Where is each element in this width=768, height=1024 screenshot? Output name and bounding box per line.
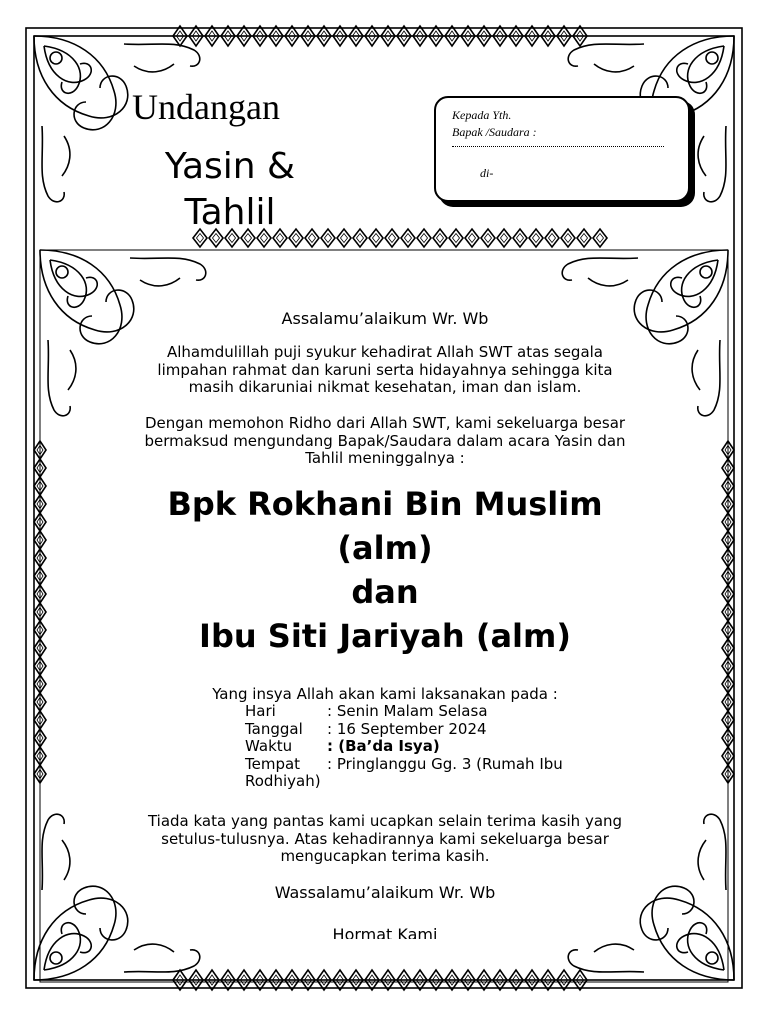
border-diamond bbox=[465, 229, 479, 247]
border-diamond-inner bbox=[485, 234, 492, 243]
border-diamond-inner bbox=[389, 234, 396, 243]
border-diamond-inner bbox=[597, 234, 604, 243]
border-diamond bbox=[513, 229, 527, 247]
border-diamond bbox=[449, 229, 463, 247]
border-diamond bbox=[497, 229, 511, 247]
ornament-dot bbox=[700, 266, 712, 278]
name-2: Ibu Siti Jariyah (alm) bbox=[199, 617, 571, 655]
border-diamond-inner bbox=[373, 234, 380, 243]
border-diamond-inner bbox=[469, 234, 476, 243]
ornament-scroll bbox=[677, 46, 724, 82]
ornament-scroll bbox=[42, 126, 64, 202]
ornament-scroll bbox=[562, 258, 638, 280]
name-1-alm: (alm) bbox=[337, 529, 433, 567]
address-box bbox=[434, 96, 690, 202]
name-1: Bpk Rokhani Bin Muslim bbox=[167, 485, 603, 523]
border-diamond-inner bbox=[565, 234, 572, 243]
ornament-scroll bbox=[44, 46, 80, 93]
ornament-scroll bbox=[594, 64, 634, 72]
ornament-dot bbox=[706, 952, 718, 964]
ornament-scroll bbox=[594, 944, 634, 952]
paragraph-2 bbox=[90, 415, 680, 468]
ornament-scroll bbox=[42, 814, 64, 890]
closing-paragraph bbox=[90, 813, 680, 866]
border-diamond-inner bbox=[581, 234, 588, 243]
ornament-scroll bbox=[134, 64, 174, 72]
ornament-scroll bbox=[568, 44, 644, 66]
border-diamond bbox=[401, 229, 415, 247]
border-diamond-inner bbox=[533, 234, 540, 243]
paragraph-line: setulus-tulusnya. Atas kehadirannya kami sekeluarga besar bbox=[161, 829, 609, 848]
title-line-yasin: Yasin & bbox=[164, 146, 296, 187]
ornament-scroll bbox=[671, 260, 718, 296]
ornament-scroll bbox=[704, 126, 726, 202]
paragraph-line: bermaksud mengundang Bapak/Saudara dalam acara Yasin dan bbox=[144, 431, 626, 450]
title-line-tahlil: Tahlil bbox=[184, 192, 276, 233]
ornament-scroll bbox=[698, 340, 720, 416]
ornament-scroll bbox=[124, 950, 200, 972]
ornament-scroll bbox=[688, 923, 724, 970]
event-intro: Yang insya Allah akan kami laksanakan pada : bbox=[212, 685, 558, 703]
detail-label: Tempat bbox=[245, 754, 301, 773]
paragraph-line: Dengan memohon Ridho dari Allah SWT, kami sekeluarga besar bbox=[144, 414, 626, 432]
border-diamond bbox=[385, 229, 399, 247]
border-diamond bbox=[353, 229, 367, 247]
border-diamond-inner bbox=[501, 234, 508, 243]
border-diamond-inner bbox=[517, 234, 524, 243]
ornament-scroll bbox=[134, 944, 174, 952]
title-yasin-tahlil bbox=[120, 144, 340, 236]
paragraph-line: mengucapkan terima kasih. bbox=[280, 847, 490, 865]
ornament-scroll bbox=[44, 923, 80, 970]
detail-value: : 16 September 2024 bbox=[327, 719, 487, 738]
ornament-dot bbox=[50, 52, 62, 64]
detail-label: Tanggal bbox=[245, 719, 303, 738]
paragraph-line: Tiada kata yang pantas kami ucapkan selain terima kasih yang bbox=[147, 812, 623, 830]
ornament-scroll bbox=[698, 840, 706, 880]
detail-value: : (Ba’da Isya) bbox=[327, 737, 440, 755]
signature-heading: Hormat Kami bbox=[332, 925, 438, 939]
border-diamond-inner bbox=[437, 234, 444, 243]
border-diamond bbox=[417, 229, 431, 247]
border-diamond-inner bbox=[421, 234, 428, 243]
ornament-scroll bbox=[698, 136, 706, 176]
ornament-scroll bbox=[62, 136, 70, 176]
ornament-scroll bbox=[50, 260, 86, 307]
border-diamond-inner bbox=[549, 234, 556, 243]
detail-label: Waktu bbox=[245, 737, 293, 755]
border-diamond bbox=[577, 229, 591, 247]
ornament-scroll bbox=[704, 814, 726, 890]
ornament-scroll bbox=[50, 260, 97, 296]
border-diamond bbox=[369, 229, 383, 247]
border-diamond-inner bbox=[357, 234, 364, 243]
ornament-scroll bbox=[124, 44, 200, 66]
farewell: Wassalamu’alaikum Wr. Wb bbox=[274, 883, 496, 902]
paragraph-line: Alhamdulillah puji syukur kehadirat Allah SWT atas segala bbox=[167, 343, 603, 361]
ornament-dot bbox=[56, 266, 68, 278]
ornament-scroll bbox=[44, 934, 91, 970]
address-to: Kepada Yth. bbox=[452, 108, 512, 122]
ornament-scroll bbox=[688, 46, 724, 93]
detail-value: : Pringlanggu Gg. 3 (Rumah Ibu bbox=[327, 754, 563, 773]
greeting: Assalamu’alaikum Wr. Wb bbox=[281, 309, 489, 328]
ornament-dot bbox=[706, 52, 718, 64]
detail-value: : Senin Malam Selasa bbox=[327, 702, 488, 720]
ornament-dot bbox=[50, 952, 62, 964]
ornament-scroll bbox=[130, 258, 206, 280]
address-dotted-line bbox=[452, 146, 664, 147]
ornament-scroll bbox=[68, 350, 76, 390]
deceased-names bbox=[90, 482, 680, 658]
border-diamond-inner bbox=[341, 234, 348, 243]
border-diamond bbox=[545, 229, 559, 247]
border-diamond-inner bbox=[405, 234, 412, 243]
ornament-scroll bbox=[568, 950, 644, 972]
border-diamond bbox=[529, 229, 543, 247]
ornament-scroll bbox=[44, 46, 91, 82]
paragraph-1 bbox=[90, 344, 680, 397]
paragraph-line: masih dikaruniai nikmat kesehatan, iman dan islam. bbox=[188, 378, 582, 396]
ornament-scroll bbox=[140, 278, 180, 286]
ornament-scroll bbox=[692, 350, 700, 390]
ornament-scroll bbox=[588, 278, 628, 286]
conjunction: dan bbox=[351, 573, 419, 611]
ornament-scroll bbox=[62, 840, 70, 880]
title-undangan: Undangan bbox=[132, 87, 280, 127]
ornament-scroll bbox=[677, 934, 724, 970]
detail-continued: Rodhiyah) bbox=[245, 772, 321, 790]
ornament-scroll bbox=[48, 340, 70, 416]
border-diamond-inner bbox=[453, 234, 460, 243]
border-diamond bbox=[481, 229, 495, 247]
paragraph-line: limpahan rahmat dan karuni serta hidayahnya sehingga kita bbox=[157, 360, 613, 379]
border-diamond bbox=[593, 229, 607, 247]
detail-label: Hari bbox=[245, 702, 276, 720]
border-diamond bbox=[433, 229, 447, 247]
address-di: di- bbox=[480, 166, 494, 180]
paragraph-line: Tahlil meninggalnya : bbox=[305, 449, 465, 467]
border-diamond bbox=[561, 229, 575, 247]
address-recipient: Bapak /Saudara : bbox=[452, 125, 537, 139]
ornament-scroll bbox=[682, 260, 718, 307]
